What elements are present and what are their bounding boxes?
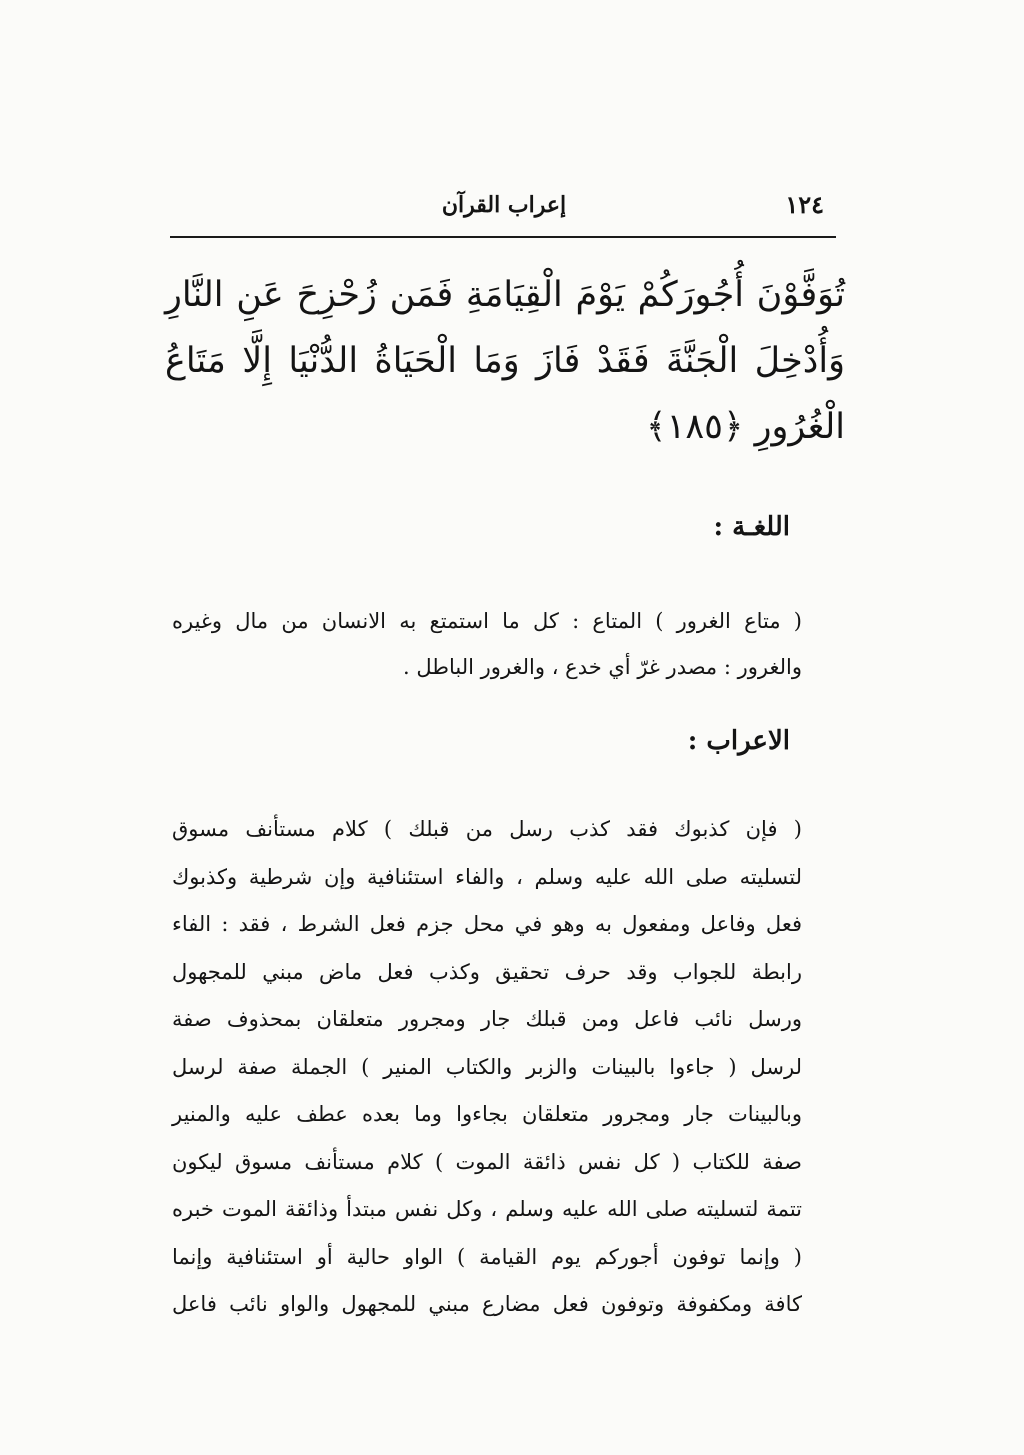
- running-header: [170, 190, 838, 230]
- text-line: تتمة لتسليته صلى الله عليه وسلم ، وكل نفس مبتدأ وذائقة الموت خبره: [172, 1197, 802, 1221]
- text-line: رابطة للجواب وقد حرف تحقيق وكذب فعل ماض مبني للمجهول: [172, 959, 802, 984]
- section-heading-lugha: اللغـة :: [713, 512, 790, 542]
- running-title: إعراب القرآن: [441, 192, 567, 218]
- text-line: فعل وفاعل ومفعول به وهو في محل جزم فعل الشرط ، فقد : الفاء: [172, 912, 802, 936]
- text-line: لرسل ( جاءوا بالبينات والزبر والكتاب المنير ) الجملة صفة لرسل: [172, 1054, 802, 1079]
- lugha-paragraph: [172, 598, 802, 690]
- text-line: ( وإنما توفون أجوركم يوم القيامة ) الواو حالية أو استئنافية وإنما: [172, 1244, 802, 1269]
- header-divider: [170, 236, 836, 238]
- text-line: ( متاع الغرور ) المتاع : كل ما استمتع به الانسان من مال وغيره: [172, 609, 802, 633]
- page-number: ١٢٤: [785, 190, 824, 219]
- text-line: كافة ومكفوفة وتوفون فعل مضارع مبني للمجهول والواو نائب فاعل: [172, 1292, 802, 1316]
- text-line: صفة للكتاب ( كل نفس ذائقة الموت ) كلام مستأنف مسوق ليكون: [172, 1149, 802, 1174]
- quran-verse: تُوَفَّوْنَ أُجُورَكُمْ يَوْمَ الْقِيَامَةِ فَمَن زُحْزِحَ عَنِ النَّارِ وَأُدْخِلَ الْجَنَّةَ فَقَدْ فَازَ وَمَا الْحَيَاةُ الدُّنْيَا إِلَّا مَتَاعُ الْغُرُورِ ﴿١٨٥﴾: [165, 275, 845, 447]
- text-line: ( فإن كذبوك فقد كذب رسل من قبلك ) كلام مستأنف مسوق: [172, 817, 802, 841]
- irab-paragraph: [172, 806, 802, 1329]
- text-line: والغرور : مصدر غرّ أي خدع ، والغرور الباطل .: [403, 655, 802, 679]
- section-heading-irab: الاعراب :: [687, 726, 790, 756]
- text-line: لتسليته صلى الله عليه وسلم ، والفاء استئنافية وإن شرطية وكذبوك: [172, 864, 802, 889]
- text-line: وبالبينات جار ومجرور متعلقان بجاءوا وما بعده عطف عليه والمنير: [172, 1102, 802, 1126]
- text-line: ورسل نائب فاعل ومن قبلك جار ومجرور متعلقان بمحذوف صفة: [172, 1007, 802, 1031]
